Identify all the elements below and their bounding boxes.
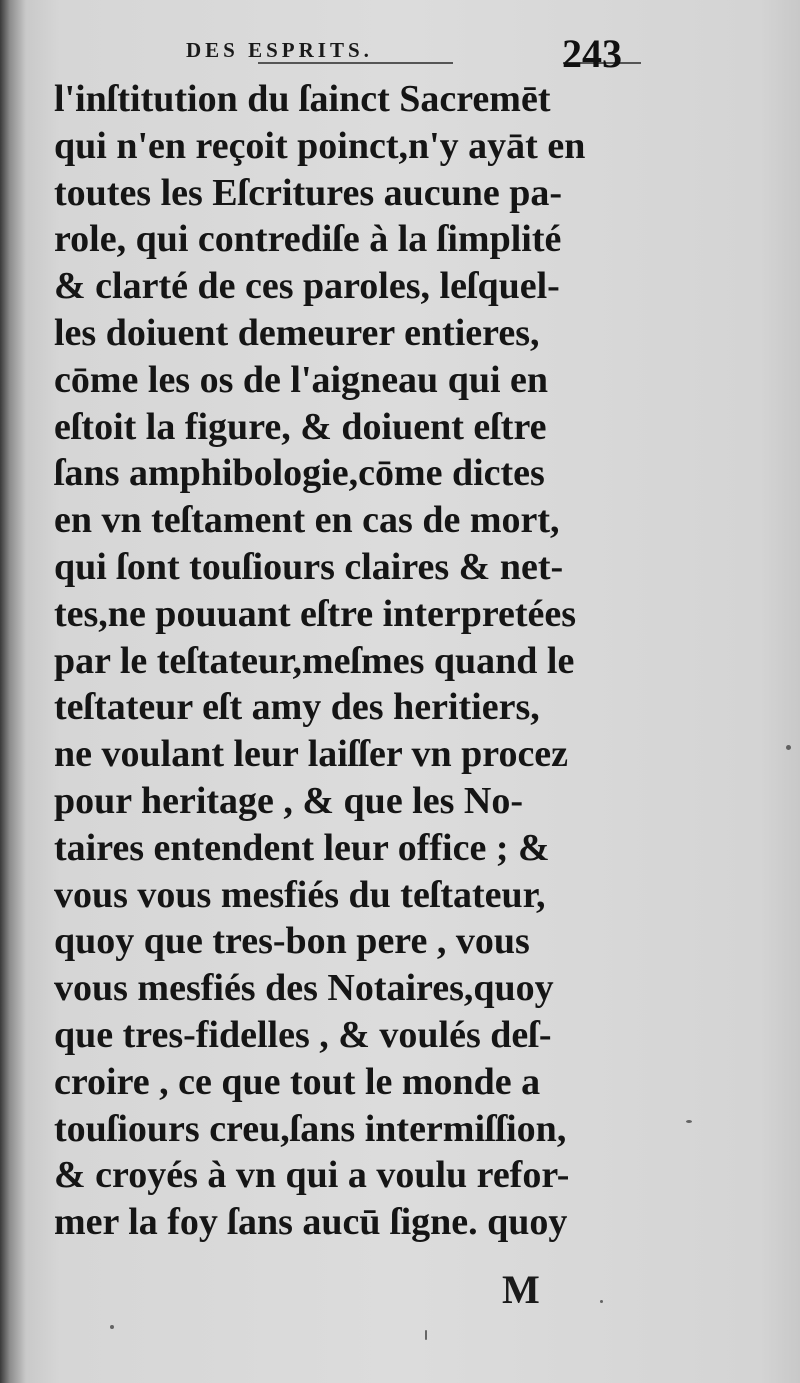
text-line: vous vous mesfiés du teſtateur,	[54, 873, 546, 916]
text-line: eſtoit la figure, & doiuent eſtre	[54, 405, 547, 448]
page-number: 243	[562, 31, 622, 76]
text-line: ne voulant leur laiſſer vn procez	[54, 733, 569, 776]
text-line: mer la foy ſans aucū ſigne. quoy	[54, 1201, 568, 1244]
text-line: vous mesfiés des Notaires,quoy	[54, 967, 554, 1010]
body-text	[54, 76, 664, 1246]
text-line: toutes les Eſcritures aucune pa-	[54, 171, 563, 214]
scan-speck	[686, 1120, 692, 1123]
text-line: l'inſtitution du ſainct Sacremēt	[54, 78, 551, 120]
text-line: touſiours creu,ſans intermiſſion,	[54, 1107, 567, 1150]
text-line: role, qui contrediſe à la ſimplité	[54, 218, 562, 261]
text-line: ſans amphibologie,cōme dictes	[54, 452, 545, 495]
text-line: taires entendent leur office ; &	[54, 826, 550, 869]
text-line: qui n'en reçoit poinct,n'y ayāt en	[54, 124, 586, 167]
text-line: les doiuent demeurer entieres,	[54, 311, 540, 354]
scan-speck	[600, 1300, 603, 1303]
scan-speck	[110, 1325, 114, 1329]
text-line: & croyés à vn qui a voulu refor-	[54, 1154, 570, 1197]
text-line: qui ſont touſiours claires & net-	[54, 545, 564, 588]
signature-mark: M	[502, 1267, 540, 1312]
text-line: pour heritage , & que les No-	[54, 779, 523, 822]
text-line: croire , ce que tout le monde a	[54, 1060, 541, 1103]
running-head: DES ESPRITS.	[186, 38, 373, 62]
text-line: tes,ne pouuant eſtre interpretées	[54, 592, 577, 635]
text-line: par le teſtateur,meſmes quand le	[54, 639, 575, 682]
text-line: cōme les os de l'aigneau qui en	[54, 358, 549, 401]
text-line: & clarté de ces paroles, leſquel-	[54, 265, 560, 308]
text-line: teſtateur eſt amy des heritiers,	[54, 686, 540, 729]
scan-speck	[786, 745, 791, 750]
scan-speck	[425, 1330, 427, 1340]
text-line: que tres-fidelles , & voulés deſ-	[54, 1013, 552, 1056]
page-header	[0, 31, 800, 76]
text-line: en vn teſtament en cas de mort,	[54, 499, 560, 542]
text-line: quoy que tres-bon pere , vous	[54, 920, 530, 963]
